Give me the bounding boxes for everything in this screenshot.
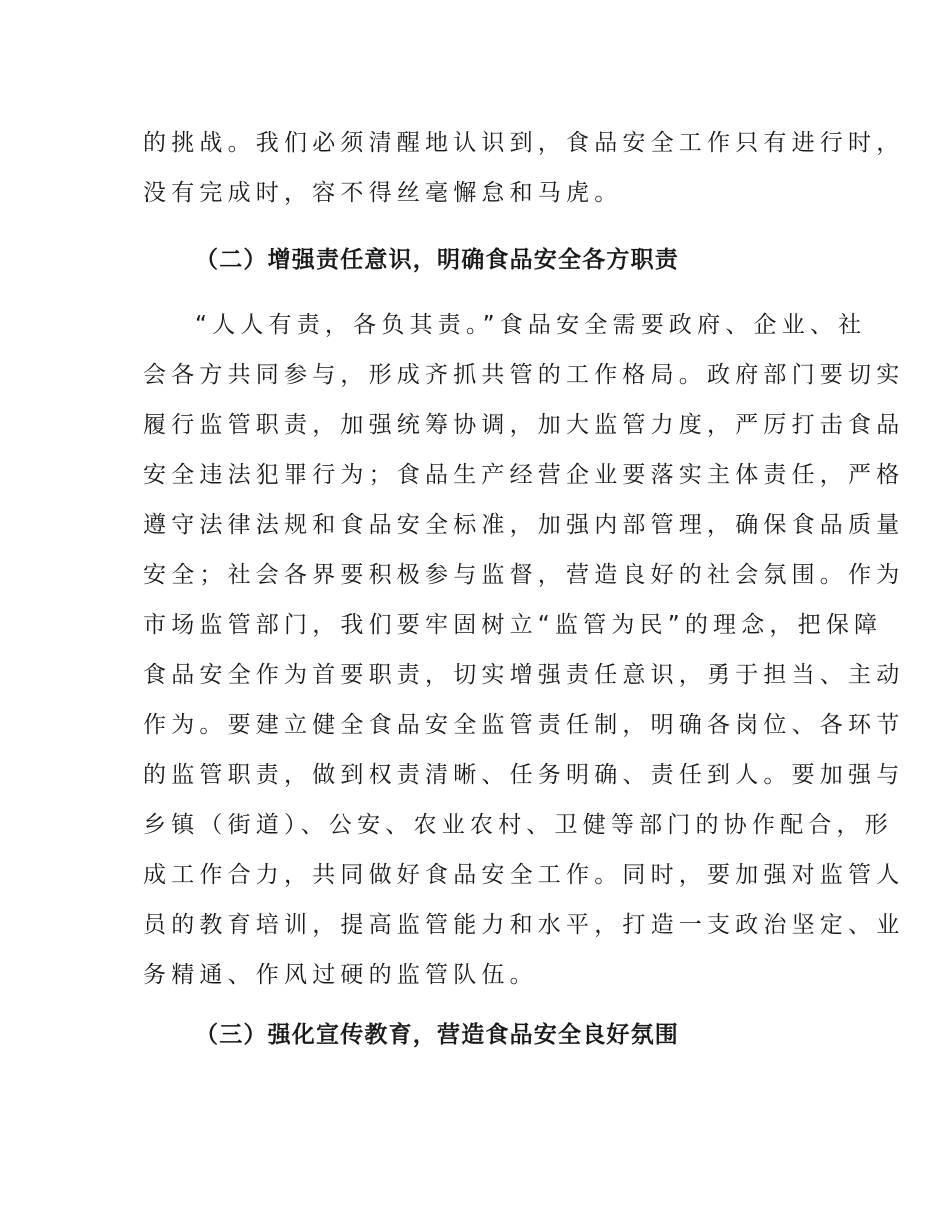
section-2-line-3: 履行监管职责，加强统筹协调，加大监管力度，严厉打击食品 xyxy=(143,412,905,438)
intro-line-1: 的挑战。我们必须清醒地认识到，食品安全工作只有进行时， xyxy=(143,130,905,156)
section-2-line-13: 员的教育培训，提高监管能力和水平，打造一支政治坚定、业 xyxy=(143,912,905,938)
section-2-line-6: 安全；社会各界要积极参与监督，营造良好的社会氛围。作为 xyxy=(143,562,905,588)
section-2-line-7: 市场监管部门，我们要牢固树立“监管为民”的理念，把保障 xyxy=(143,612,883,638)
section-2-line-5: 遵守法律法规和食品安全标准，加强内部管理，确保食品质量 xyxy=(143,512,905,538)
section-2-line-1: “人人有责，各负其责。”食品安全需要政府、企业、社 xyxy=(195,312,867,338)
section-2-line-9: 作为。要建立健全食品安全监管责任制，明确各岗位、各环节 xyxy=(143,712,905,738)
section-2-line-12: 成工作合力，共同做好食品安全工作。同时，要加强对监管人 xyxy=(143,862,905,888)
section-2-line-11: 乡镇（街道）、公安、农业农村、卫健等部门的协作配合，形 xyxy=(143,812,893,838)
section-2-line-8: 食品安全作为首要职责，切实增强责任意识，勇于担当、主动 xyxy=(143,662,905,688)
section-2-line-4: 安全违法犯罪行为；食品生产经营企业要落实主体责任，严格 xyxy=(143,462,905,488)
section-2-line-10: 的监管职责，做到权责清晰、任务明确、责任到人。要加强与 xyxy=(143,762,905,788)
section-2-heading: （二）增强责任意识，明确食品安全各方职责 xyxy=(195,247,679,273)
section-2-line-2: 会各方共同参与，形成齐抓共管的工作格局。政府部门要切实 xyxy=(143,362,905,388)
section-2-line-14: 务精通、作风过硬的监管队伍。 xyxy=(143,962,538,988)
section-3-heading: （三）强化宣传教育，营造食品安全良好氛围 xyxy=(195,1022,679,1048)
intro-line-2: 没有完成时，容不得丝毫懈怠和马虎。 xyxy=(143,180,623,206)
